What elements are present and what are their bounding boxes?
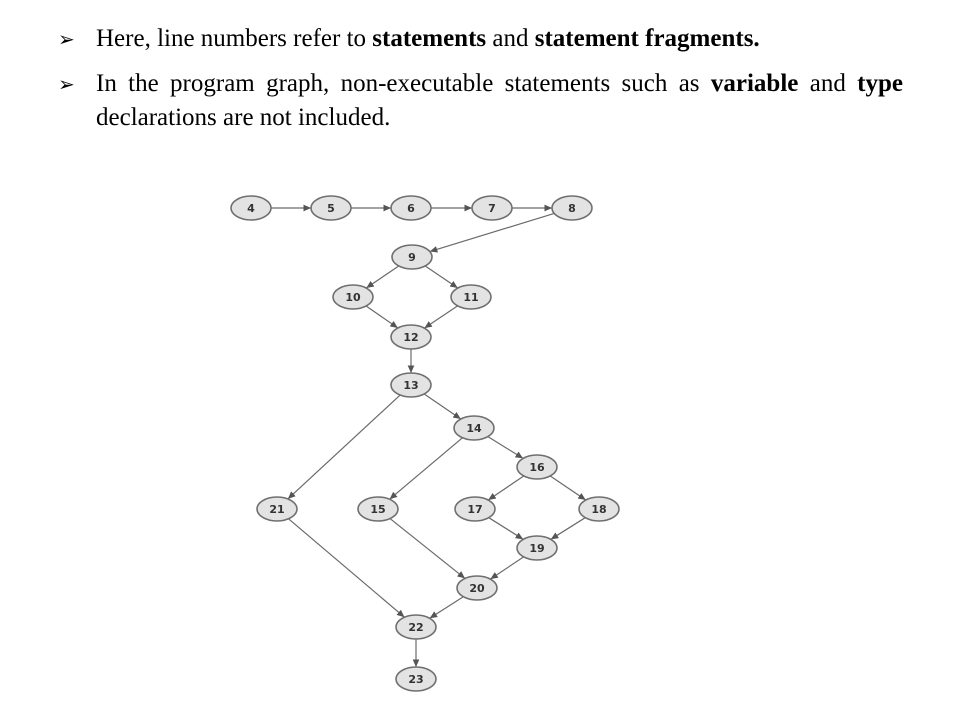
node-8 [552, 196, 592, 220]
node-label: 7 [488, 202, 496, 215]
node-17 [455, 497, 495, 521]
arrow-bullet-icon: ➢ [58, 74, 75, 96]
node-label: 21 [269, 503, 285, 516]
node-label: 13 [403, 379, 419, 392]
edge-20-22 [430, 597, 464, 618]
node-label: 9 [408, 251, 416, 264]
edge-14-16 [488, 437, 523, 459]
graph-edges [271, 208, 586, 667]
node-20 [457, 576, 497, 600]
text-segment: Here, line numbers refer to [96, 25, 373, 52]
graph-nodes [231, 196, 619, 691]
bold-text-segment: statements [372, 25, 487, 52]
node-label: 15 [370, 503, 386, 516]
node-13 [391, 373, 431, 397]
node-label: 23 [408, 673, 424, 686]
node-label: 10 [345, 291, 361, 304]
node-18 [579, 497, 619, 521]
edge-9-11 [425, 266, 457, 288]
node-6 [391, 196, 431, 220]
edge-9-10 [366, 266, 398, 288]
edge-19-20 [490, 557, 523, 579]
edge-13-14 [424, 394, 461, 419]
node-label: 20 [469, 582, 485, 595]
node-label: 11 [463, 291, 479, 304]
node-7 [472, 196, 512, 220]
node-label: 6 [407, 202, 415, 215]
node-label: 17 [467, 503, 483, 516]
node-label: 18 [591, 503, 607, 516]
node-label: 16 [529, 461, 545, 474]
node-label: 8 [568, 202, 576, 215]
bold-text-segment: type [857, 70, 903, 97]
node-label: 19 [529, 542, 545, 555]
node-9 [392, 245, 432, 269]
node-14 [454, 416, 494, 440]
edge-11-12 [424, 306, 457, 328]
node-23 [396, 667, 436, 691]
bold-text-segment: statement fragments. [534, 25, 760, 52]
node-22 [396, 615, 436, 639]
bold-text-segment: variable [710, 70, 799, 97]
edge-21-22 [289, 519, 405, 617]
edge-18-19 [551, 518, 585, 540]
edge-17-19 [489, 518, 523, 540]
node-label: 12 [403, 331, 419, 344]
node-11 [451, 285, 491, 309]
node-label: 5 [327, 202, 335, 215]
node-label: 22 [408, 621, 424, 634]
node-label: 14 [466, 422, 482, 435]
edge-15-20 [390, 519, 465, 579]
node-10 [333, 285, 373, 309]
edge-16-18 [550, 476, 585, 500]
node-5 [311, 196, 351, 220]
edge-16-17 [488, 476, 523, 500]
edge-14-15 [390, 438, 463, 499]
node-15 [358, 497, 398, 521]
text-segment: and [798, 70, 858, 97]
edge-10-12 [366, 306, 398, 328]
node-4 [231, 196, 271, 220]
node-21 [257, 497, 297, 521]
node-16 [517, 455, 557, 479]
node-19 [517, 536, 557, 560]
node-label: 4 [247, 202, 255, 215]
text-segment: and [486, 25, 535, 52]
edge-13-21 [288, 395, 400, 499]
text-segment: declarations are not included. [96, 104, 391, 131]
node-12 [391, 325, 431, 349]
text-segment: In the program graph, non-executable statements such as [96, 70, 711, 97]
arrow-bullet-icon: ➢ [58, 29, 75, 51]
